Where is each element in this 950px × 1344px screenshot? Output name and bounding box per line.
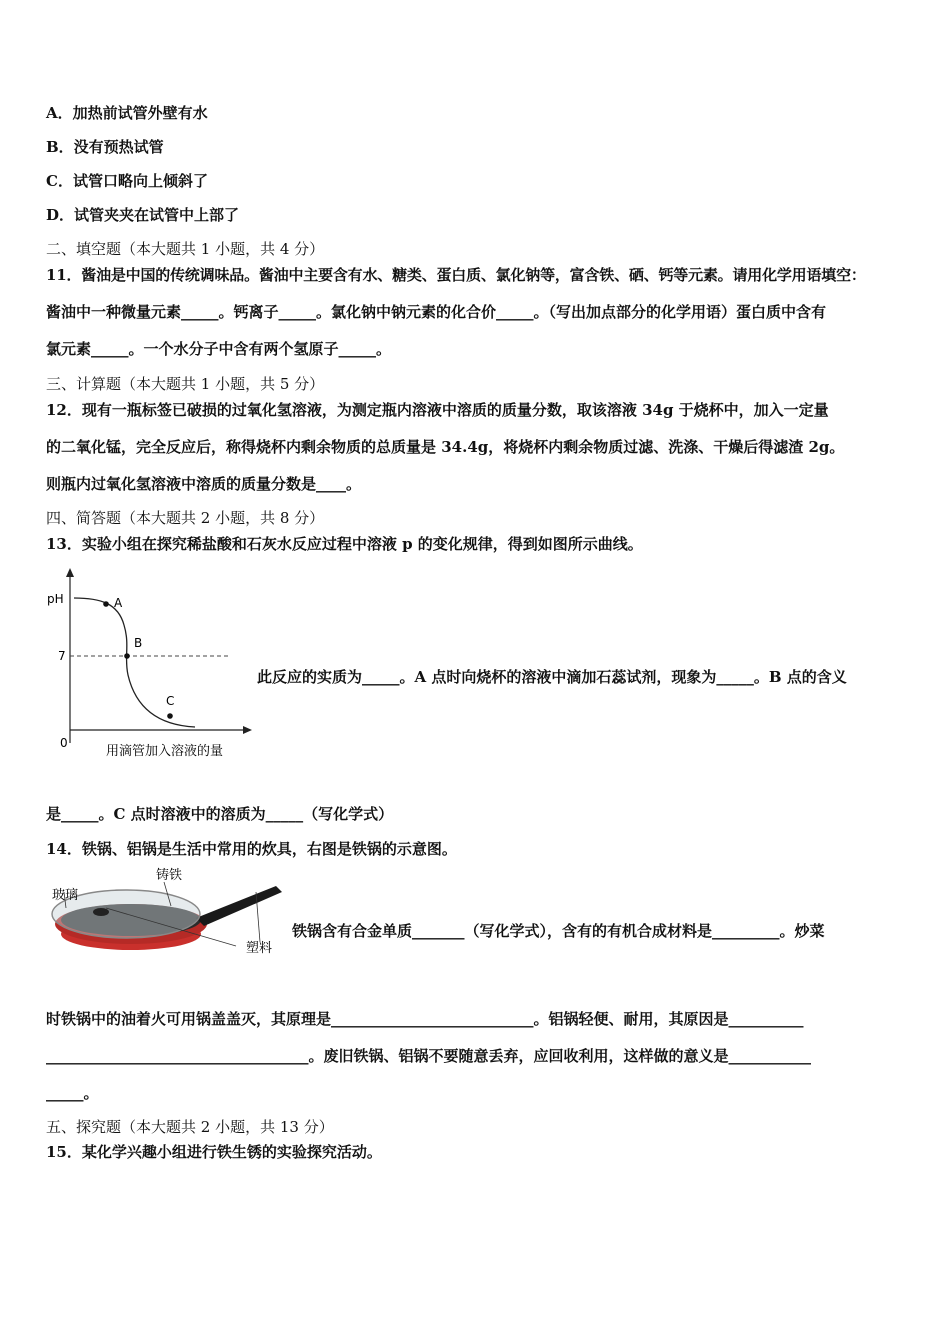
q13-side-text: 此反应的实质为_____。A 点时向烧杯的溶液中滴加石蕊试剂，现象为_____。B 点的含义 <box>257 668 847 686</box>
q14-line2: 时铁锅中的油着火可用锅盖盖灭，其原理是___________________________。铝锅轻便、耐用，其原因是__________ <box>46 1010 804 1028</box>
graph-x-label: 用滴管加入溶液的量 <box>106 744 224 759</box>
option-a: A．加热前试管外壁有水 <box>46 104 208 122</box>
q11-line1: 11．酱油是中国的传统调味品。酱油中主要含有水、糖类、蛋白质、氯化钠等，富含铁、硒、钙等元素。请用化学用语填空： <box>46 266 866 284</box>
q14-intro: 14．铁锅、铝锅是生活中常用的炊具，右图是铁锅的示意图。 <box>46 840 457 858</box>
pan-label-glass: 玻璃 <box>52 888 79 903</box>
q14-line3: ___________________________________。废旧铁锅、铝锅不要随意丢弃，应回收利用，这样做的意义是___________ <box>46 1047 812 1065</box>
frying-pan-illustration <box>46 862 291 962</box>
section4-heading: 四、简答题（本大题共 2 小题，共 8 分） <box>46 509 325 527</box>
section5-heading: 五、探究题（本大题共 2 小题，共 13 分） <box>46 1118 334 1136</box>
graph-point-c: C <box>166 694 175 708</box>
q13-intro: 13．实验小组在探究稀盐酸和石灰水反应过程中溶液 p 的变化规律，得到如图所示曲线。 <box>46 535 643 553</box>
section3-heading: 三、计算题（本大题共 1 小题，共 5 分） <box>46 375 325 393</box>
option-c: C．试管口略向上倾斜了 <box>46 172 208 190</box>
q12-line3: 则瓶内过氧化氢溶液中溶质的质量分数是____。 <box>46 475 362 493</box>
q15-text: 15．某化学兴趣小组进行铁生锈的实验探究活动。 <box>46 1143 382 1161</box>
graph-point-a: A <box>114 596 123 610</box>
q11-line3: 氯元素_____。一个水分子中含有两个氢原子_____。 <box>46 340 392 358</box>
q12-line2: 的二氧化锰，完全反应后，称得烧杯内剩余物质的总质量是 34.4g，将烧杯内剩余物质过滤、洗涤、干燥后得滤渣 2g。 <box>46 438 845 456</box>
q11-line2: 酱油中一种微量元素_____。钙离子_____。氯化钠中钠元素的化合价_____。（写出加点部分的化学用语）蛋白质中含有 <box>46 303 827 321</box>
option-b: B．没有预热试管 <box>46 138 164 156</box>
pan-label-plastic: 塑料 <box>246 941 273 956</box>
q12-line1: 12．现有一瓶标签已破损的过氧化氢溶液，为测定瓶内溶液中溶质的质量分数，取该溶液 34g 于烧杯中，加入一定量 <box>46 401 829 419</box>
ph-curve-graph <box>40 565 260 765</box>
q13-end-text: 是_____。C 点时溶液中的溶质为_____（写化学式） <box>46 805 394 823</box>
graph-y-label: pH <box>47 592 64 606</box>
section2-heading: 二、填空题（本大题共 1 小题，共 4 分） <box>46 240 325 258</box>
q14-side-text: 铁锅含有合金单质_______（写化学式），含有的有机合成材料是_________。炒菜 <box>292 922 825 940</box>
q14-line4: _____。 <box>46 1084 99 1102</box>
graph-point-b: B <box>134 636 143 650</box>
graph-origin-label: 0 <box>60 736 68 750</box>
option-d: D．试管夹夹在试管中上部了 <box>46 206 240 224</box>
graph-seven-label: 7 <box>58 649 66 663</box>
pan-label-iron: 铸铁 <box>156 868 183 883</box>
